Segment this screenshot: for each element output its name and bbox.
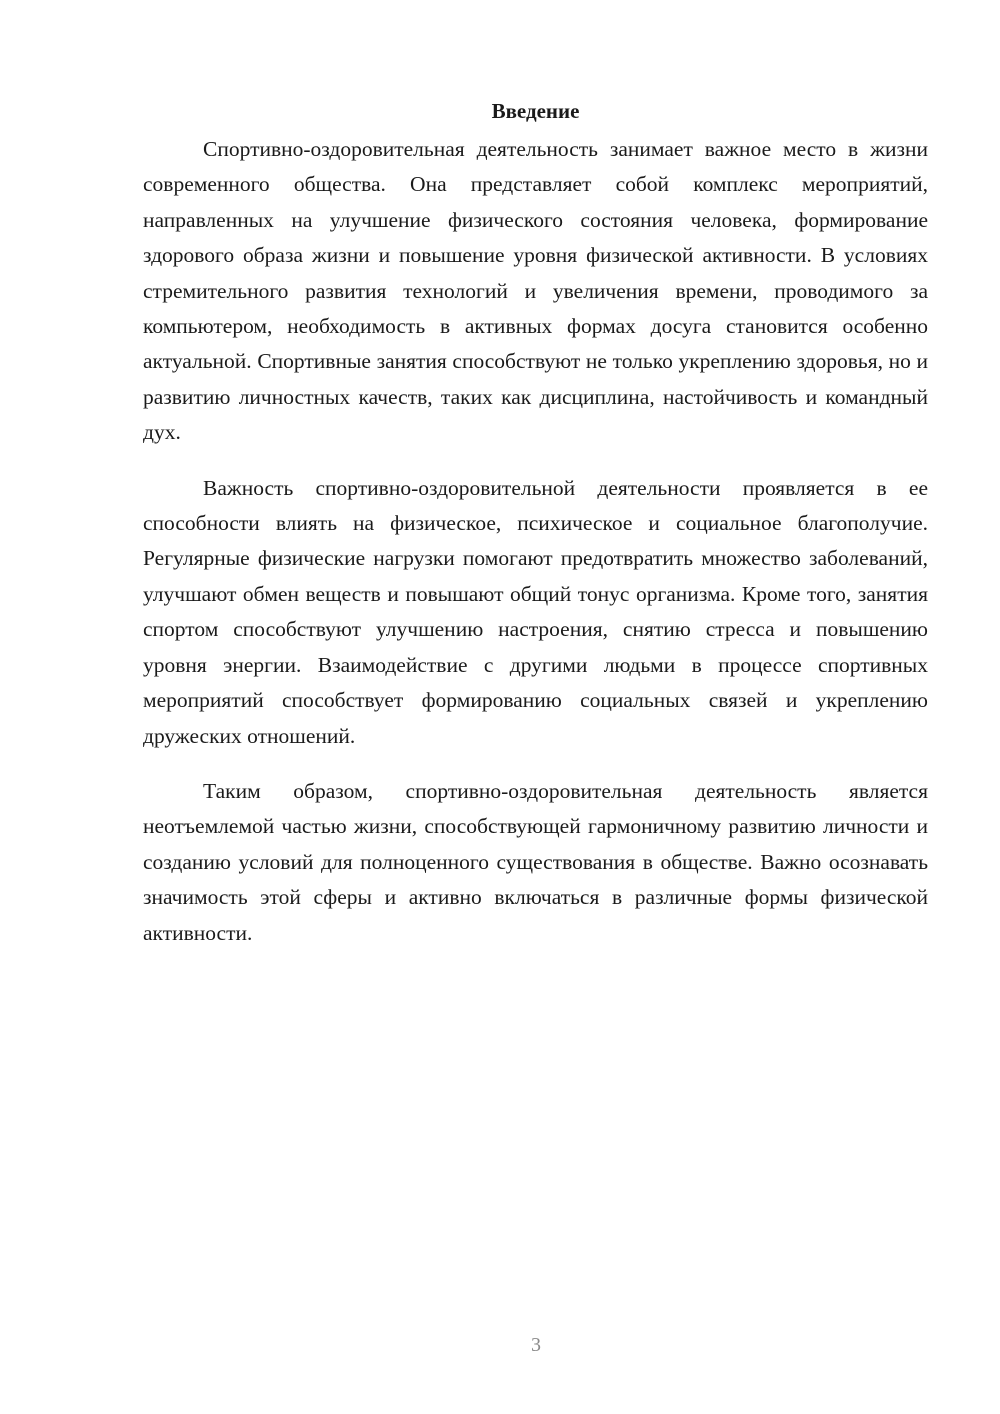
paragraph-2: Важность спортивно-оздоровительной деятельности проявляется в ее способности влиять на физическое, психическое и социальное благополучие. Регулярные физические нагрузки помогают предотвратить множество заболеваний, улучшают обмен веществ и повышают общий тонус организма. Кроме того, занятия спортом способствуют улучшению настроения, снятию стресса и повышению уровня энергии. Взаимодействие с другими людьми в процессе спортивных мероприятий способствует формированию социальных связей и укреплению дружеских отношений.: [143, 475, 928, 748]
page-content: [143, 94, 928, 971]
section-title: Введение: [491, 99, 580, 123]
paragraph-1: Спортивно-оздоровительная деятельность занимает важное место в жизни современного общества. Она представляет собой комплекс мероприятий, направленных на улучшение физического состояния человека, формирование здорового образа жизни и повышение уровня физической активности. В условиях стремительного развития технологий и увеличения времени, проводимого за компьютером, необходимость в активных формах досуга становится особенно актуальной. Спортивные занятия способствуют не только укреплению здоровья, но и развитию личностных качеств, таких как дисциплина, настойчивость и командный дух.: [143, 137, 928, 445]
paragraph-3: Таким образом, спортивно-оздоровительная деятельность является неотъемлемой частью жизни, способствующей гармоничному развитию личности и созданию условий для полноценного существования в обществе. Важно осознавать значимость этой сферы и активно включаться в различные формы физической активности.: [143, 778, 928, 945]
page-number: 3: [531, 1334, 541, 1356]
